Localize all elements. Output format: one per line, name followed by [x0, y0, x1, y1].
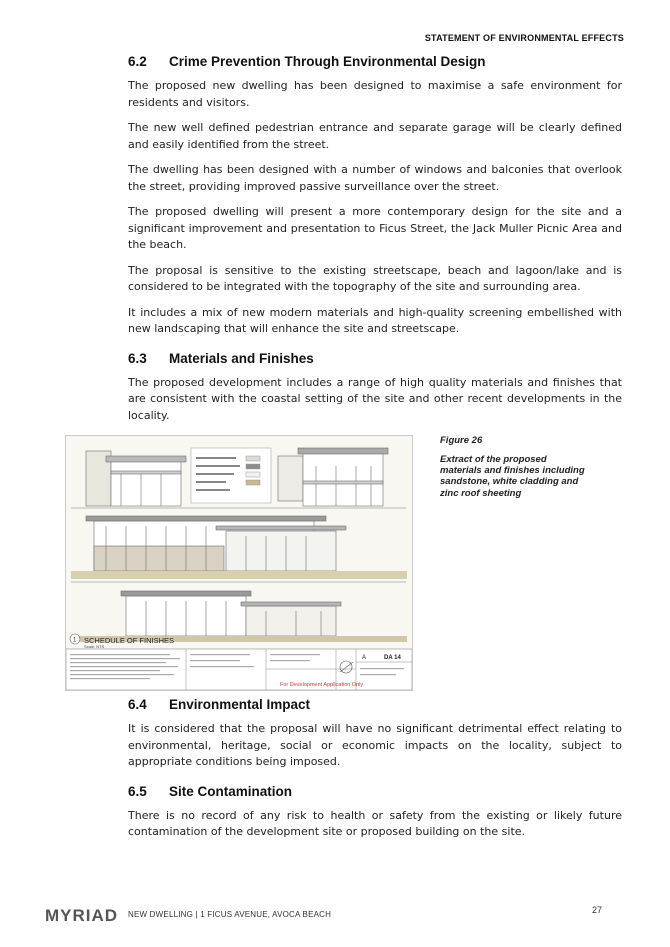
section-number: 6.4: [128, 697, 147, 712]
paragraph: There is no record of any risk to health or safety from the existing or likely future contamination of the development site or proposed building on the site.: [128, 808, 622, 838]
myriad-logo: MYRIAD: [45, 906, 119, 925]
section-title: Crime Prevention Through Environmental Design: [169, 54, 486, 69]
figure-label: Figure 26: [440, 435, 483, 446]
svg-text:1: 1: [73, 637, 77, 644]
document-header: STATEMENT OF ENVIRONMENTAL EFFECTS: [424, 33, 624, 43]
paragraph: It is considered that the proposal will have no significant detrimental effect relating to environmental, heritage, social or economic impacts on the locality, subject to appropriate conditions being imposed.: [128, 722, 622, 768]
paragraph: The new well defined pedestrian entrance and separate garage will be clearly defined and easily identified from the street.: [128, 121, 622, 151]
section-heading-6-5: [128, 784, 622, 799]
figure-26: [73, 435, 622, 697]
schedule-title-label: SCHEDULE OF FINISHES: [84, 636, 175, 645]
scale-label: Scale: NTS: [84, 644, 105, 649]
paragraph: It includes a mix of new modern materials and high-quality screening embellished with new landscaping that will enhance the site and streetscape.: [128, 305, 622, 335]
section-heading-6-2: [128, 54, 622, 69]
paragraph: The proposed dwelling will present a more contemporary design for the site and a significant improvement and presentation to Ficus Street, the Jack Muller Picnic Area and the beach.: [128, 205, 622, 251]
section-title: Site Contamination: [169, 783, 293, 799]
section-heading-6-4: [128, 697, 622, 712]
status-note: For Development Application Only: [280, 682, 364, 688]
figure-caption-text: Extract of the proposed materials and finishes including sandstone, white cladding and zinc roof sheeting: [440, 454, 585, 499]
drawing-number: DA 14: [384, 655, 401, 661]
paragraph: The proposed development includes a range of high quality materials and finishes that are consistent with the coastal setting of the site and other recent developments in the locality.: [128, 375, 622, 422]
paragraph: The dwelling has been designed with a number of windows and balconies that overlook the street, providing improved passive surveillance over the street.: [128, 163, 622, 193]
section-title: Materials and Finishes: [169, 350, 314, 366]
paragraph: The proposed new dwelling has been designed to maximise a safe environment for residents and visitors.: [128, 79, 622, 109]
section-number: 6.2: [128, 54, 147, 69]
section-number: 6.3: [128, 350, 147, 366]
section-title: Environmental Impact: [169, 697, 311, 712]
paragraph: The proposal is sensitive to the existing streetscape, beach and lagoon/lake and is considered to be integrated with the topography of the site and surrounding area.: [128, 263, 622, 293]
footer-project-title: NEW DWELLING | 1 FICUS AVENUE, AVOCA BEACH: [128, 910, 332, 919]
page-content: [73, 54, 622, 841]
section-number: 6.5: [128, 783, 147, 799]
page-number: 27: [591, 905, 602, 915]
section-heading-6-3: [128, 351, 622, 366]
architectural-elevation-drawing: [65, 435, 413, 691]
issue-label: A: [362, 655, 367, 661]
figure-caption: [440, 435, 590, 499]
